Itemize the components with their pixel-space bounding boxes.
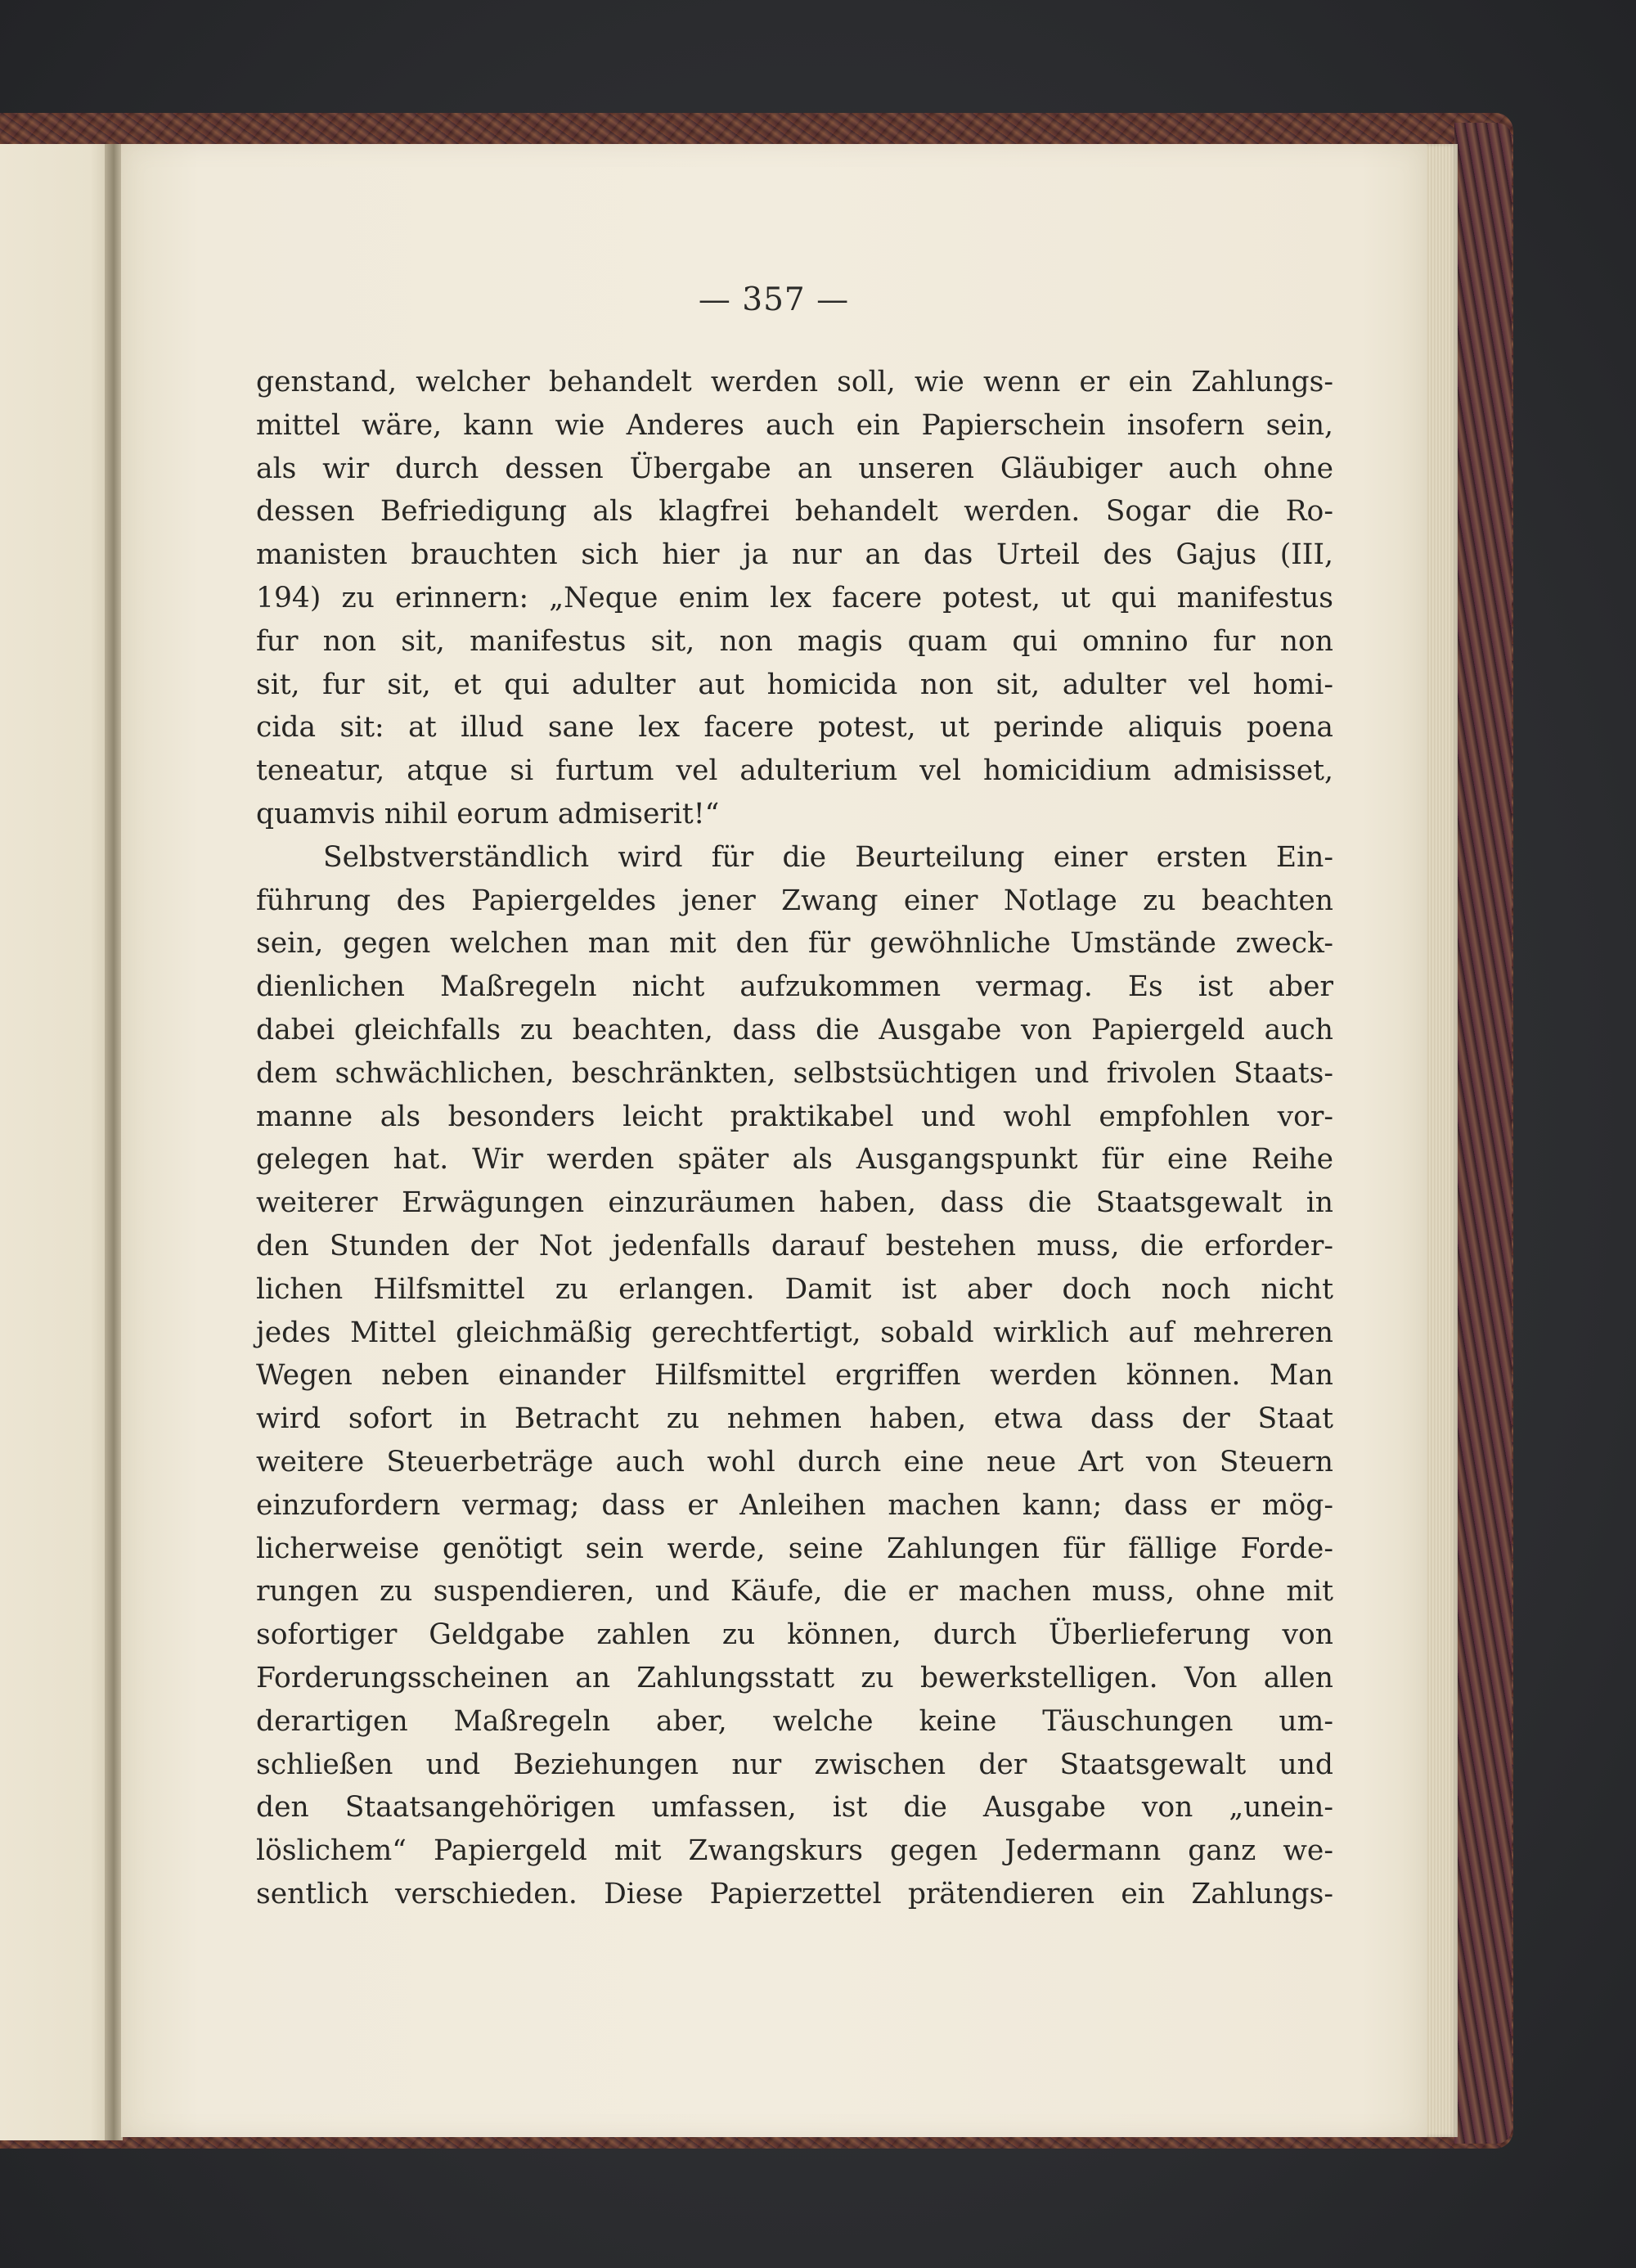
text-line: quamvis nihil eorum admiserit!“: [256, 797, 720, 830]
text-line: jedes Mittel gleichmäßig gerechtfertigt, sobald wirklich auf mehreren: [256, 1316, 1333, 1349]
text-line: lichen Hilfsmittel zu erlangen. Damit ist aber doch noch nicht: [256, 1272, 1333, 1306]
text-line: cida sit: at illud sane lex facere potest, ut perinde aliquis poena: [256, 711, 1333, 745]
page-block-edge: [1423, 144, 1458, 2137]
book-page: [121, 144, 1427, 2137]
left-page-edge: [0, 144, 113, 2140]
cover-edge: [1454, 123, 1512, 2144]
text-line: gelegen hat. Wir werden später als Ausgangspunkt für eine Reihe: [256, 1143, 1333, 1177]
text-line: dem schwächlichen, beschränkten, selbstsüchtigen und frivolen Staats-: [256, 1056, 1333, 1090]
page-number: — 357 —: [698, 281, 850, 318]
text-line: teneatur, atque si furtum vel adulterium vel homicidium admisisset,: [256, 754, 1333, 788]
body-text: [256, 361, 1333, 1916]
text-line: mittel wäre, kann wie Anderes auch ein Papierschein insofern sein,: [256, 408, 1333, 442]
text-line: licherweise genötigt sein werde, seine Zahlungen für fällige Forde-: [256, 1532, 1333, 1565]
text-line: manne als besonders leicht praktikabel und wohl empfohlen vor-: [256, 1100, 1333, 1133]
text-line: fur non sit, manifestus sit, non magis quam qui omnino fur non: [256, 624, 1333, 658]
text-line: führung des Papiergeldes jener Zwang einer Notlage zu beachten: [256, 884, 1333, 917]
text-line: den Stunden der Not jedenfalls darauf bestehen muss, die erforder-: [256, 1229, 1333, 1262]
text-line: einzufordern vermag; dass er Anleihen machen kann; dass er mög-: [256, 1488, 1333, 1522]
text-line: 194) zu erinnern: „Neque enim lex facere potest, ut qui manifestus: [256, 581, 1333, 614]
text-line: derartigen Maßregeln aber, welche keine Täuschungen um-: [256, 1704, 1333, 1738]
text-line: weitere Steuerbeträge auch wohl durch eine neue Art von Steuern: [256, 1445, 1333, 1478]
text-line: als wir durch dessen Übergabe an unseren Gläubiger auch ohne: [256, 452, 1333, 485]
text-line: sit, fur sit, et qui adulter aut homicida non sit, adulter vel homi-: [256, 668, 1333, 701]
text-line: weiterer Erwägungen einzuräumen haben, dass die Staatsgewalt in: [256, 1186, 1333, 1220]
text-line: den Staatsangehörigen umfassen, ist die Ausgabe von „unein-: [256, 1791, 1333, 1825]
text-line: sein, gegen welchen man mit den für gewöhnliche Umstände zweck-: [256, 927, 1333, 961]
text-line: rungen zu suspendieren, und Käufe, die er machen muss, ohne mit: [256, 1575, 1333, 1609]
text-line: manisten brauchten sich hier ja nur an das Urteil des Gajus (III,: [256, 538, 1333, 572]
text-line: sentlich verschieden. Diese Papierzettel prätendieren ein Zahlungs-: [256, 1877, 1333, 1910]
text-line: löslichem“ Papiergeld mit Zwangskurs gegen Jedermann ganz we-: [256, 1834, 1333, 1868]
text-line: dienlichen Maßregeln nicht aufzukommen vermag. Es ist aber: [256, 970, 1333, 1004]
text-line: dessen Befriedigung als klagfrei behandelt werden. Sogar die Ro-: [256, 495, 1333, 529]
text-line: sofortiger Geldgabe zahlen zu können, durch Überlieferung von: [256, 1618, 1333, 1652]
text-line: schließen und Beziehungen nur zwischen der Staatsgewalt und: [256, 1748, 1333, 1781]
text-line: dabei gleichfalls zu beachten, dass die Ausgabe von Papiergeld auch: [256, 1013, 1333, 1046]
text-line: Wegen neben einander Hilfsmittel ergriffen werden können. Man: [256, 1359, 1333, 1393]
text-line: wird sofort in Betracht zu nehmen haben, etwa dass der Staat: [256, 1402, 1333, 1436]
book-gutter: [105, 144, 123, 2140]
text-line: Selbstverständlich wird für die Beurteilung einer ersten Ein-: [323, 840, 1333, 874]
text-line: Forderungsscheinen an Zahlungsstatt zu bewerkstelligen. Von allen: [256, 1661, 1333, 1694]
text-line: genstand, welcher behandelt werden soll, wie wenn er ein Zahlungs-: [256, 366, 1333, 398]
